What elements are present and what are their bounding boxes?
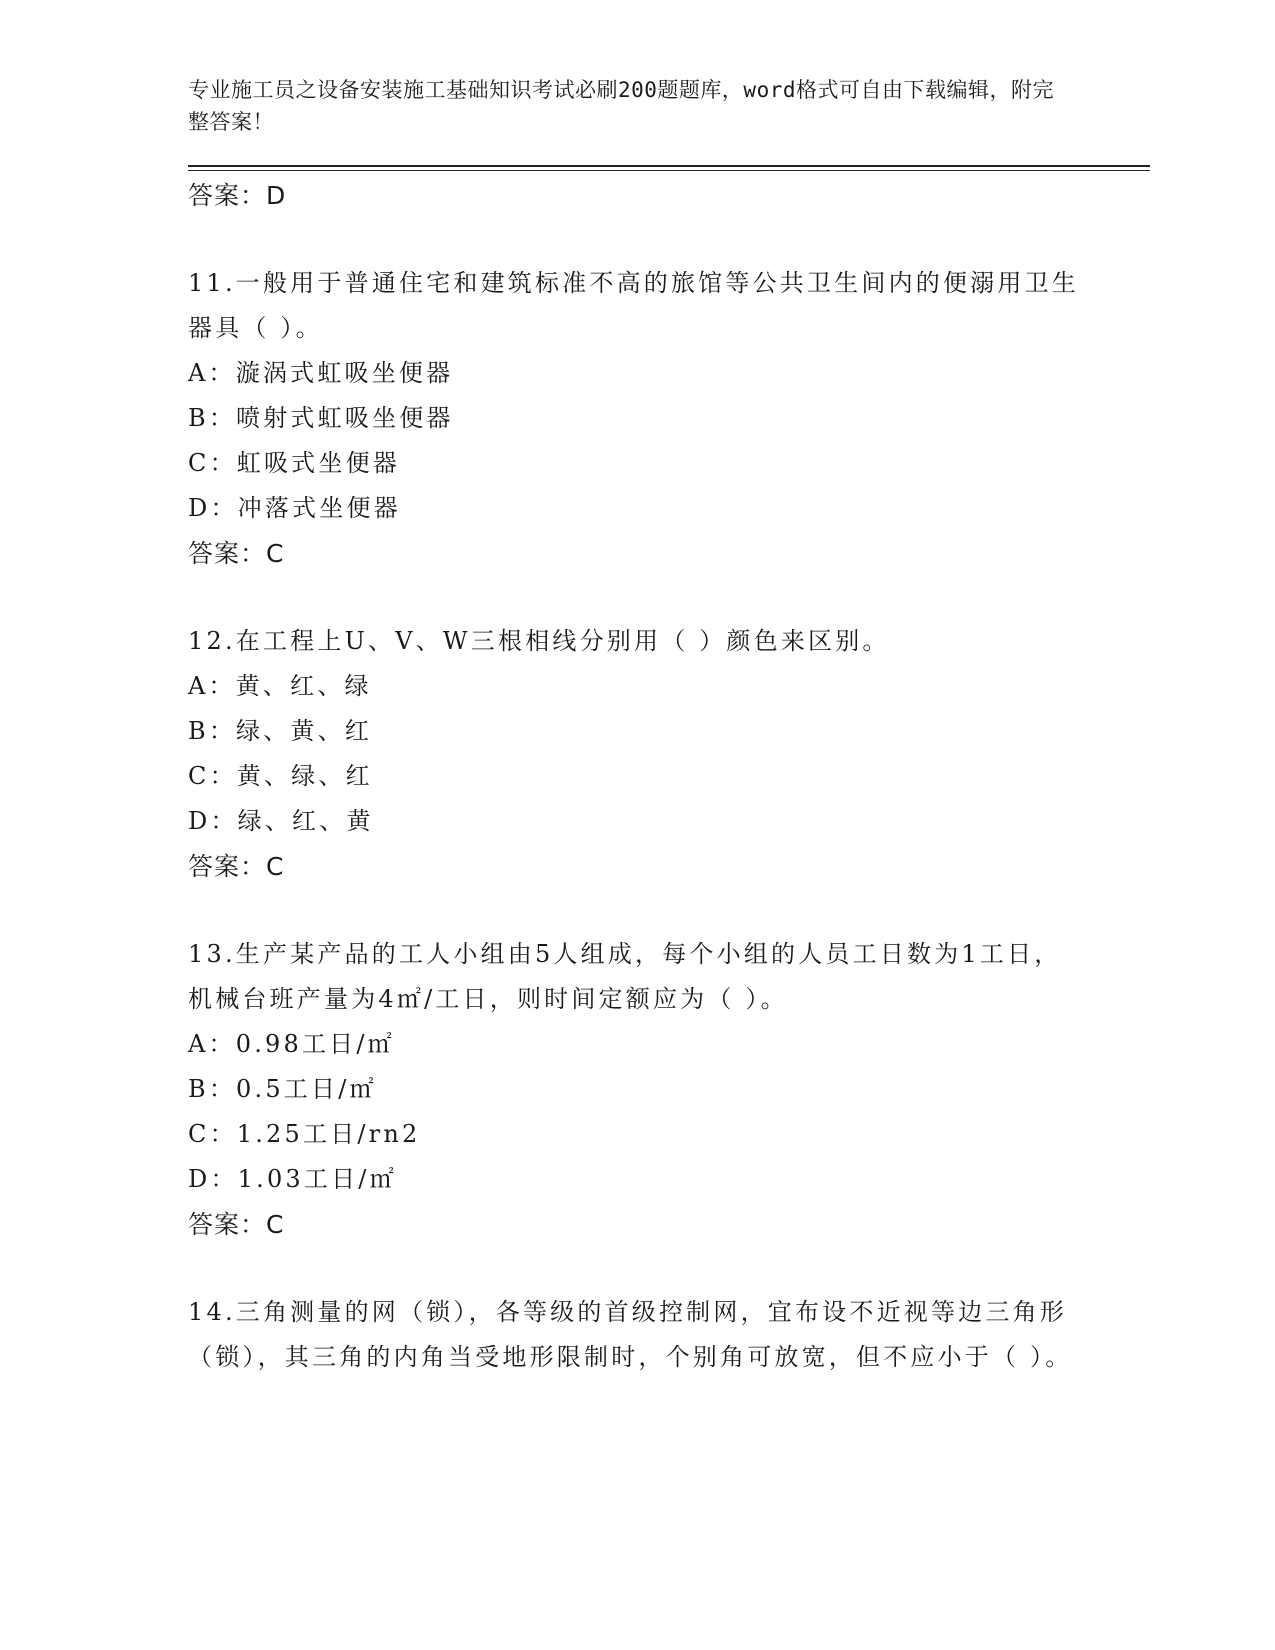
question-text: 12.在工程上U、V、W三根相线分别用（ ）颜色来区别。 <box>188 627 890 655</box>
question-14 <box>188 1290 1148 1380</box>
option-c: C：黄、绿、红 <box>188 762 373 790</box>
option-d: D：绿、红、黄 <box>188 807 374 835</box>
option-list <box>188 664 1148 844</box>
question-11 <box>188 261 1148 577</box>
option-list <box>188 1022 1148 1202</box>
option-d: D：1.03工日/㎡ <box>188 1165 397 1193</box>
question-12 <box>188 619 1148 890</box>
document-page <box>188 0 1148 1380</box>
previous-answer: 答案：D <box>188 181 287 210</box>
answer-line: 答案：C <box>188 1210 285 1239</box>
option-a: A：漩涡式虹吸坐便器 <box>188 359 454 387</box>
option-b: B：绿、黄、红 <box>188 717 373 745</box>
question-text: 11.一般用于普通住宅和建筑标准不高的旅馆等公共卫生间内的便溺用卫生器具（ ）。 <box>188 269 1079 342</box>
header-divider-thick <box>188 165 1150 167</box>
question-13 <box>188 932 1148 1248</box>
option-c: C：1.25工日/rn2 <box>188 1120 421 1148</box>
option-c: C：虹吸式坐便器 <box>188 449 400 477</box>
header-divider-thin <box>188 170 1150 171</box>
question-text: 13.生产某产品的工人小组由5人组成，每个小组的人员工日数为1工日，机械台班产量为4㎡/工日，则时间定额应为（ ）。 <box>188 940 1062 1013</box>
option-b: B：喷射式虹吸坐便器 <box>188 404 454 432</box>
option-list <box>188 351 1148 531</box>
document-header: 专业施工员之设备安装施工基础知识考试必刷200题题库，word格式可自由下载编辑，附完整答案！ <box>188 78 1054 134</box>
option-d: D：冲落式坐便器 <box>188 494 401 522</box>
question-text: 14.三角测量的网（锁），各等级的首级控制网，宜布设不近视等边三角形（锁），其三角的内角当受地形限制时，个别角可放宽，但不应小于（ ）。 <box>188 1298 1073 1371</box>
option-b: B：0.5工日/㎡ <box>188 1075 377 1103</box>
answer-line: 答案：C <box>188 852 285 881</box>
answer-line: 答案：C <box>188 539 285 568</box>
option-a: A：黄、红、绿 <box>188 672 372 700</box>
option-a: A：0.98工日/㎡ <box>188 1030 395 1058</box>
